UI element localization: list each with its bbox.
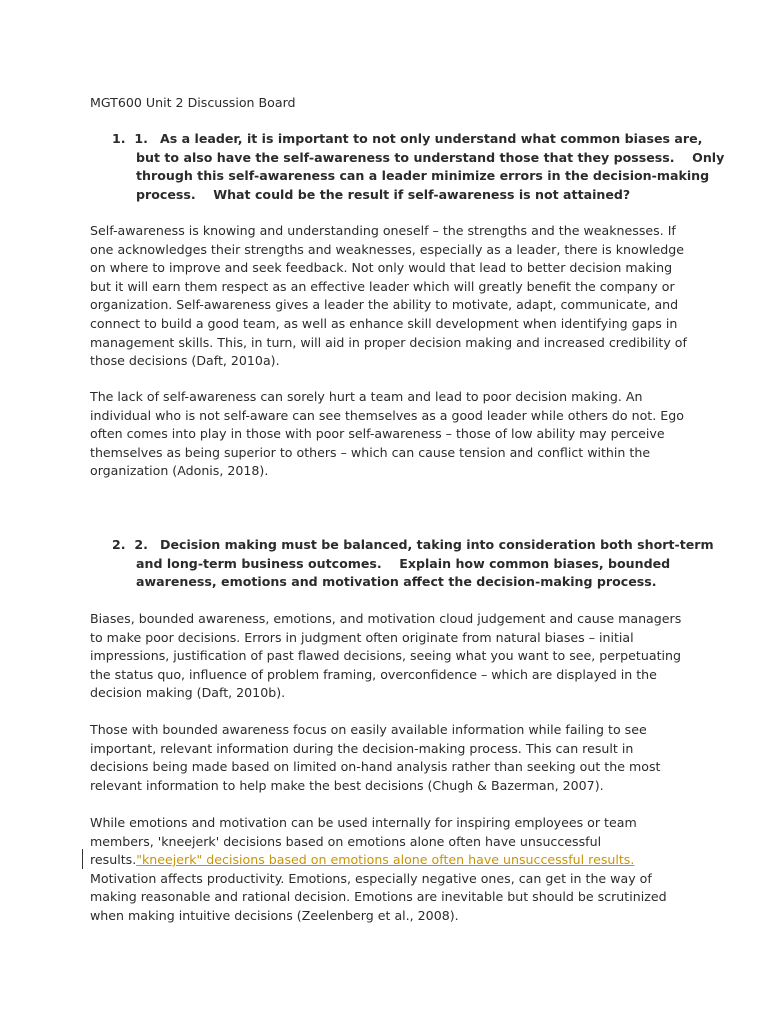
question-2: 2. 2. Decision making must be balanced, taking into consideration both short-term and long-term business outcomes. Explain how common biases, bounded awareness, emotions and motivation affect the decision-making process. bbox=[112, 537, 714, 590]
answer-1-paragraph-2: The lack of self-awareness can sorely hurt a team and lead to poor decision making. An individual who is not self-aware can see themselves as a good leader while others do not. Ego often comes into play in those with poor self-awareness – those of low ability may perceive themselves as being superior to others – which can cause tension and conflict within the organization (Adonis, 2018). bbox=[90, 389, 684, 479]
answer-2-paragraph-2: Those with bounded awareness focus on easily available information while failing to see important, relevant information during the decision-making process. This can result in decisions being made based on limited on-hand analysis rather than seeking out the most relevant information to help make the best decisions (Chugh & Bazerman, 2007). bbox=[90, 722, 661, 793]
question-1-number: 1. 1. bbox=[112, 131, 148, 146]
question-2-text: Decision making must be balanced, taking into consideration both short-term bbox=[160, 537, 714, 552]
tracked-change-insertion[interactable]: "kneejerk" decisions based on emotions alone often have unsuccessful results. bbox=[136, 852, 635, 868]
answer-2-paragraph-3: While emotions and motivation can be used internally for inspiring employees or team members, 'kneejerk' decisions based on emotions alone often have unsuccessful results."kneejerk" decisions based on emotions alone often have unsuccessful results. Motivation affects productivity. Emotions, especially negative ones, can get in the way of making reasonable and rational decision. Emotions are inevitable but should be scrutinized when making intuitive decisions (Zeelenberg et al., 2008). bbox=[90, 814, 690, 926]
question-1: 1. 1. As a leader, it is important to not only understand what common biases are, but to also have the self-awareness to understand those that they possess. Only through this self-awareness can a leader minimize errors in the decision-making process. What could be the result if self-awareness is not attained? bbox=[112, 131, 725, 202]
answer-2-paragraph-1: Biases, bounded awareness, emotions, and motivation cloud judgement and cause managers to make poor decisions. Errors in judgment often originate from natural biases – initial impressions, justification of past flawed decisions, seeing what you want to see, perpetuating the status quo, influence of problem framing, overconfidence – which are displayed in the decision making (Daft, 2010b). bbox=[90, 611, 682, 701]
answer-1-paragraph-1: Self-awareness is knowing and understanding oneself – the strengths and the weaknesses. If one acknowledges their strengths and weaknesses, especially as a leader, there is knowledge on where to improve and seek feedback. Not only would that lead to better decision making but it will earn them respect as an effective leader which will greatly benefit the company or organization. Self-awareness gives a leader the ability to motivate, adapt, communicate, and connect to build a good team, as well as enhance skill development when identifying gaps in management skills. This, in turn, will aid in proper decision making and increased credibility of those decisions (Daft, 2010a). bbox=[90, 223, 687, 369]
question-1-text: As a leader, it is important to not only understand what common biases are, bbox=[160, 131, 703, 146]
tracked-change-line: results."kneejerk" decisions based on emotions alone often have unsuccessful results. bbox=[90, 852, 635, 868]
document-title: MGT600 Unit 2 Discussion Board bbox=[90, 95, 296, 110]
question-2-number: 2. 2. bbox=[112, 537, 148, 552]
tracked-change-bar bbox=[82, 849, 83, 869]
